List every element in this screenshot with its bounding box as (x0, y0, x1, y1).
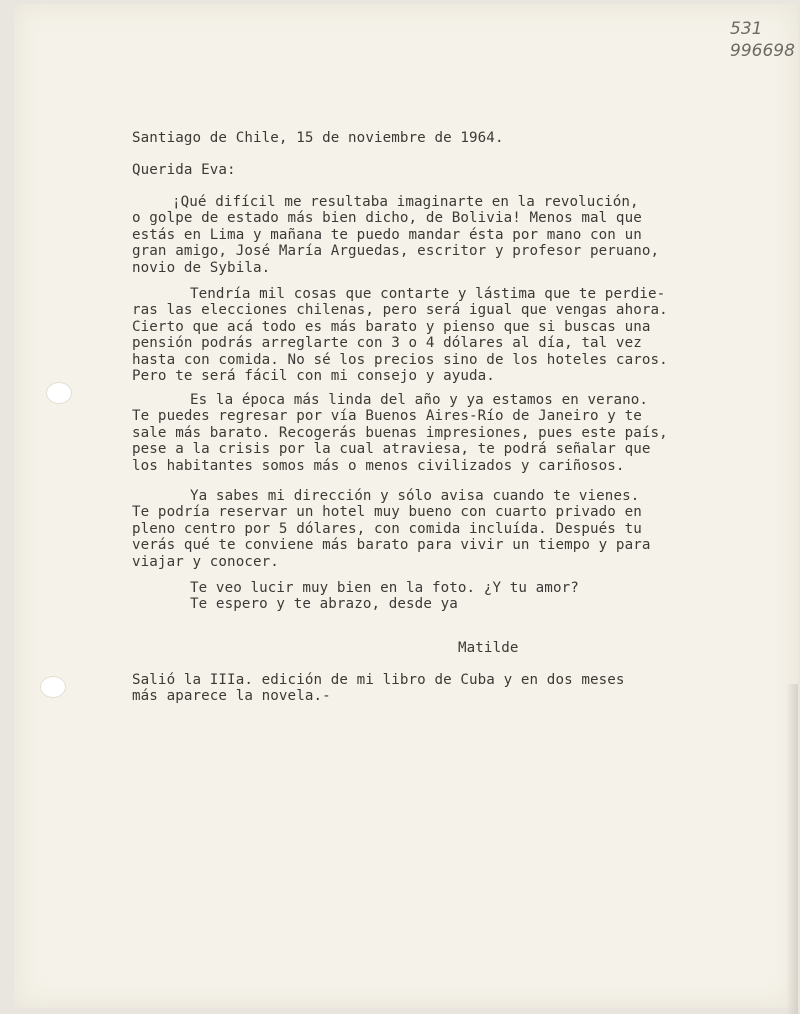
paragraph-line: Te podría reservar un hotel muy bueno con cuarto privado en (132, 504, 642, 521)
paragraph-line: o golpe de estado más bien dicho, de Bolivia! Menos mal que (132, 210, 642, 227)
paragraph-line: los habitantes somos más o menos civilizados y cariñosos. (132, 457, 625, 474)
signature: Matilde (458, 640, 519, 656)
paragraph-line: verás qué te conviene más barato para vivir un tiempo y para (132, 537, 651, 554)
paragraph-line: Tendría mil cosas que contarte y lástima que te perdie- (190, 286, 666, 302)
paragraph-line: novio de Sybila. (132, 259, 271, 276)
paragraph-4 (132, 488, 651, 570)
archive-number-line1: 531 (730, 19, 763, 39)
paragraph-line: Salió la IIIa. edición de mi libro de Cuba y en dos meses (132, 672, 625, 688)
paragraph-line: viajar y conocer. (132, 553, 279, 570)
paragraph-line: ras las elecciones chilenas, pero será igual que vengas ahora. (132, 302, 668, 319)
letter-page (14, 4, 798, 1008)
paragraph-line: Es la época más linda del año y ya estamos en verano. (190, 392, 649, 408)
paragraph-1 (132, 194, 659, 276)
paragraph-3 (132, 392, 668, 474)
paragraph-line: más aparece la novela.- (132, 688, 331, 705)
paragraph-line: pleno centro por 5 dólares, con comida incluída. Después tu (132, 520, 642, 537)
paragraph-2 (132, 286, 668, 384)
paragraph-line: sale más barato. Recogerás buenas impresiones, pues este país, (132, 424, 668, 441)
paragraph-5 (132, 580, 579, 613)
page-edge-shadow (786, 684, 798, 1014)
paragraph-line: Te veo lucir muy bien en la foto. ¿Y tu amor? (190, 580, 579, 596)
paragraph-line: estás en Lima y mañana te puedo mandar ésta por mano con un (132, 226, 642, 243)
paragraph-line: Pero te será fácil con mi consejo y ayuda. (132, 368, 495, 385)
paragraph-line: gran amigo, José María Arguedas, escritor y profesor peruano, (132, 243, 660, 260)
punch-hole-top (46, 382, 72, 404)
postscript (132, 672, 625, 705)
paragraph-line: hasta con comida. No sé los precios sino de los hoteles caros. (132, 351, 668, 368)
paragraph-line: Cierto que acá todo es más barato y pienso que si buscas una (132, 318, 651, 335)
paragraph-line: Te espero y te abrazo, desde ya (190, 596, 458, 613)
salutation: Querida Eva: (132, 162, 236, 178)
paragraph-line: pese a la crisis por la cual atraviesa, te podrá señalar que (132, 441, 651, 458)
paragraph-line: ¡Qué difícil me resultaba imaginarte en la revolución, (172, 194, 639, 210)
punch-hole-bottom (40, 676, 66, 698)
paragraph-line: pensión podrás arreglarte con 3 o 4 dólares al día, tal vez (132, 335, 642, 352)
paragraph-line: Te puedes regresar por vía Buenos Aires-Río de Janeiro y te (132, 408, 642, 425)
paragraph-line: Ya sabes mi dirección y sólo avisa cuando te vienes. (190, 488, 640, 504)
date-line: Santiago de Chile, 15 de noviembre de 1964. (132, 130, 504, 146)
archive-number (730, 18, 795, 62)
archive-number-line2: 996698 (730, 41, 795, 61)
